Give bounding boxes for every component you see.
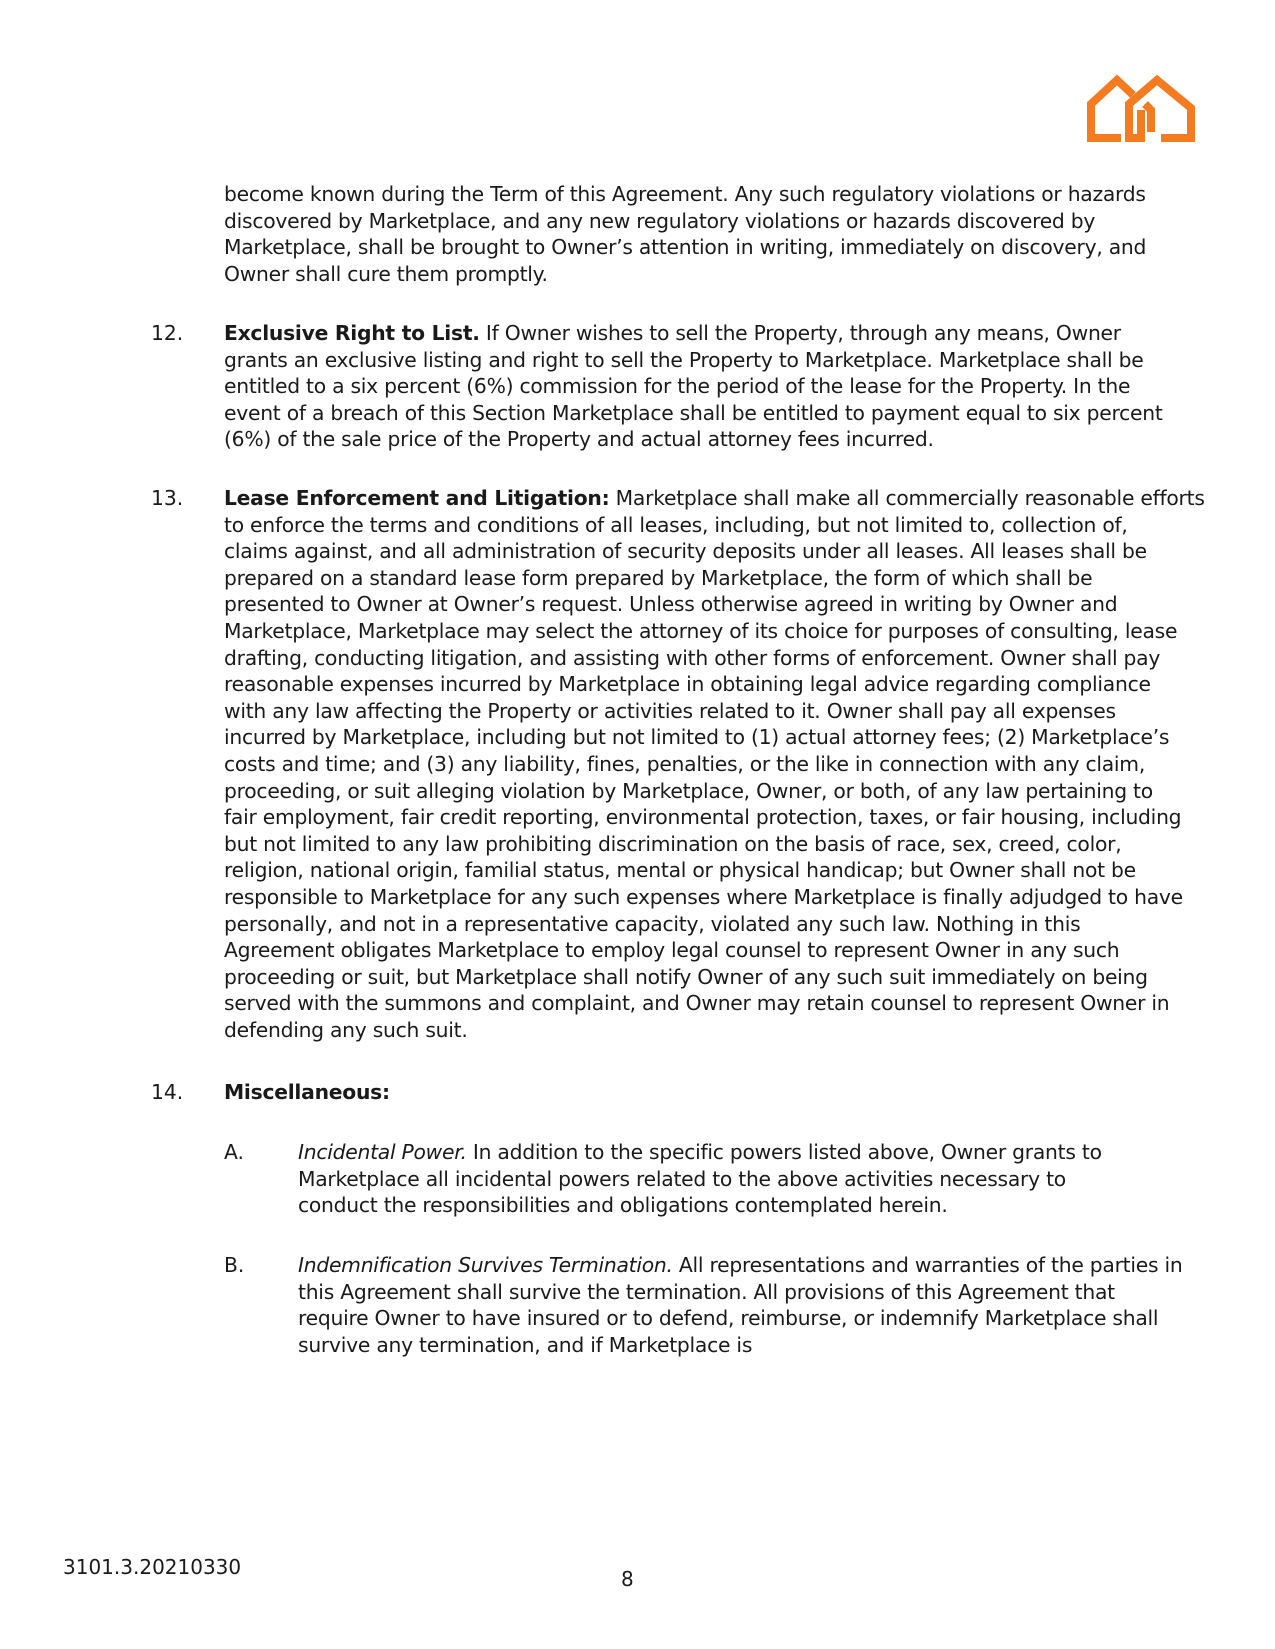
section-13-number: 13. [151,486,184,510]
text-line: conduct the responsibilities and obligations contemplated herein. [298,1193,948,1218]
text-line: entitled to a six percent (6%) commission for the period of the lease for the Property. In the [224,374,1131,399]
text-run: If Owner wishes to sell the Property, through any means, Owner [479,321,1121,345]
section-14-title: Miscellaneous: [224,1080,390,1104]
house-logo-icon [1085,74,1197,142]
text-line: (6%) of the sale price of the Property and actual attorney fees incurred. [224,427,934,452]
text-line: served with the summons and complaint, and Owner may retain counsel to represent Owner in [224,991,1170,1016]
subsection-a-letter: A. [224,1140,244,1164]
text-line: survive any termination, and if Marketplace is [298,1332,753,1357]
text-line: responsible to Marketplace for any such expenses where Marketplace is finally adjudged to have [224,884,1183,909]
text-line: require Owner to have insured or to defend, reimburse, or indemnify Marketplace shall [298,1306,1159,1331]
section-12-paragraph [224,320,1199,453]
text-line: reasonable expenses incurred by Marketplace in obtaining legal advice regarding compliance [224,672,1151,697]
text-line: Marketplace, shall be brought to Owner’s attention in writing, immediately on discovery, and [224,235,1147,260]
text-line: grants an exclusive listing and right to sell the Property to Marketplace. Marketplace shall be [224,347,1144,372]
text-line: proceeding, or suit alleging violation by Marketplace, Owner, or both, of any law pertaining to [224,778,1153,803]
text-line: this Agreement shall survive the termination. All provisions of this Agreement that [298,1279,1115,1304]
section-14-heading [224,1079,1199,1106]
text-line: drafting, conducting litigation, and assisting with other forms of enforcement. Owner shall pay [224,645,1161,670]
text-line: defending any such suit. [224,1017,468,1042]
document-code: 3101.3.20210330 [63,1555,242,1579]
text-run: In addition to the specific powers listed above, Owner grants to [466,1140,1102,1164]
text-line: event of a breach of this Section Marketplace shall be entitled to payment equal to six percent [224,400,1163,425]
text-line: Marketplace all incidental powers related to the above activities necessary to [298,1166,1066,1191]
text-line: Marketplace, Marketplace may select the attorney of its choice for purposes of consulting, lease [224,618,1178,643]
text-line: costs and time; and (3) any liability, fines, penalties, or the like in connection with any claim, [224,751,1146,776]
page-number: 8 [621,1567,634,1591]
text-line [224,320,1199,347]
text-line: prepared on a standard lease form prepared by Marketplace, the form of which shall be [224,565,1093,590]
text-line: religion, national origin, familial status, mental or physical handicap; but Owner shall not be [224,858,1136,883]
text-line [298,1139,1203,1166]
subsection-a-title: Incidental Power. [298,1140,467,1164]
subsection-b-letter: B. [224,1253,245,1277]
text-line: become known during the Term of this Agreement. Any such regulatory violations or hazards [224,182,1146,206]
text-line: claims against, and all administration of security deposits under all leases. All leases shall be [224,539,1147,564]
text-line: proceeding or suit, but Marketplace shall notify Owner of any such suit immediately on being [224,964,1148,989]
section-12-title: Exclusive Right to List. [224,321,480,345]
text-line: Agreement obligates Marketplace to employ legal counsel to represent Owner in any such [224,938,1120,963]
text-line: Owner shall cure them promptly. [224,261,548,286]
text-line: but not limited to any law prohibiting discrimination on the basis of race, sex, creed, color, [224,831,1122,856]
text-line: incurred by Marketplace, including but not limited to (1) actual attorney fees; (2) Marketplace’s [224,725,1170,750]
text-line [224,485,1205,512]
subsection-b-paragraph [298,1252,1203,1358]
section-13-paragraph [224,485,1205,1043]
text-line: fair employment, fair credit reporting, environmental protection, taxes, or fair housing, including [224,805,1182,830]
text-run: Marketplace shall make all commercially reasonable efforts [609,486,1205,510]
subsection-b-title: Indemnification Survives Termination. [298,1253,673,1277]
text-line [298,1252,1203,1279]
continuation-paragraph [224,181,1199,287]
section-12-number: 12. [151,321,184,345]
text-line: presented to Owner at Owner’s request. Unless otherwise agreed in writing by Owner and [224,592,1118,617]
text-line: with any law affecting the Property or activities related to it. Owner shall pay all expenses [224,698,1116,723]
section-14-number: 14. [151,1080,184,1104]
text-run: All representations and warranties of the parties in [672,1253,1183,1277]
text-line: to enforce the terms and conditions of all leases, including, but not limited to, collection of, [224,512,1128,537]
text-line: discovered by Marketplace, and any new regulatory violations or hazards discovered by [224,208,1096,233]
subsection-a-paragraph [298,1139,1203,1219]
section-13-title: Lease Enforcement and Litigation: [224,486,610,510]
text-line: personally, and not in a representative capacity, violated any such law. Nothing in this [224,911,1081,936]
